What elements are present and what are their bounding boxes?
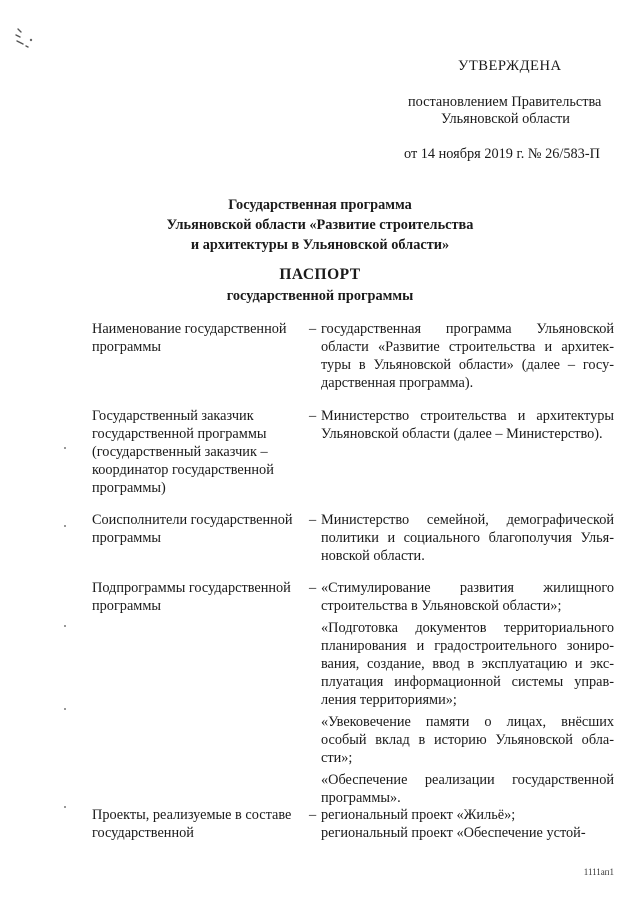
row-value-paragraph: региональный проект «Обеспечение устой- <box>321 825 586 841</box>
passport-row-label-co-executors: Соисполнители государственной программы <box>92 512 293 546</box>
program-title-line-1: Государственная программа <box>228 197 412 213</box>
scan-artifact-icon <box>14 26 36 52</box>
scan-speck <box>64 708 66 710</box>
row-value-paragraph: региональный проект «Жильё»; <box>321 807 516 823</box>
approved-stamp-label: УТВЕРЖДЕНА <box>458 58 562 74</box>
decree-line-2: Ульяновской области <box>441 111 570 127</box>
scan-speck <box>64 625 66 627</box>
row-value-paragraph: «Стимулирование развития жилищного строительства в Ульяновской области»; <box>321 580 614 614</box>
passport-row-value-co-executors <box>321 511 614 565</box>
row-dash: – <box>309 807 317 823</box>
row-value-paragraph: государственная программа Ульяновской области «Развитие строительства и архитектуры в Ульяновской области» (далее – государственная программа). <box>321 321 614 391</box>
row-value-paragraph: «Увековечение памяти о лицах, внёсших особый вклад в историю Ульяновской области»; <box>321 714 614 766</box>
decree-line-1: постановлением Правительства <box>408 94 602 110</box>
passport-row-label-projects: Проекты, реализуемые в составе государственной <box>92 807 292 841</box>
row-dash: – <box>309 408 317 424</box>
row-value-paragraph: Министерство семейной, демографической политики и социального благополучия Ульяновской области. <box>321 512 614 564</box>
passport-row-value-subprograms <box>321 579 614 807</box>
passport-heading: ПАСПОРТ <box>279 266 361 283</box>
program-title-line-2: Ульяновской области «Развитие строительства <box>166 217 474 233</box>
row-value-paragraph: «Подготовка документов территориального планирования и градостроительного зонирования, создание, ввод в эксплуатацию и эксплуатация информационной системы управления территориями»; <box>321 620 614 708</box>
scan-speck <box>64 806 66 808</box>
program-title-line-3: и архитектуры в Ульяновской области» <box>190 237 450 253</box>
passport-row-value-projects <box>321 806 614 842</box>
row-dash: – <box>309 321 317 337</box>
passport-row-label-name: Наименование государственной программы <box>92 321 287 355</box>
passport-row-label-customer: Государственный заказчик государственной программы (государственный заказчик – координатор государственной программы) <box>92 408 274 496</box>
program-title <box>0 195 640 255</box>
row-dash: – <box>309 580 317 596</box>
passport-row-label-subprograms: Подпрограммы государственной программы <box>92 580 291 614</box>
decree-date: от 14 ноября 2019 г. № 26/583-П <box>404 146 600 162</box>
row-value-paragraph: Министерство строительства и архитектуры Ульяновской области (далее – Министерство). <box>321 408 614 442</box>
scan-speck <box>64 447 66 449</box>
passport-row-value-customer <box>321 407 614 443</box>
row-dash: – <box>309 512 317 528</box>
row-value-paragraph: «Обеспечение реализации государственной программы». <box>321 772 614 806</box>
document-code: 1111ап1 <box>583 867 614 877</box>
passport-row-value-name <box>321 320 614 392</box>
scan-speck <box>64 525 66 527</box>
passport-subheading: государственной программы <box>226 288 414 304</box>
